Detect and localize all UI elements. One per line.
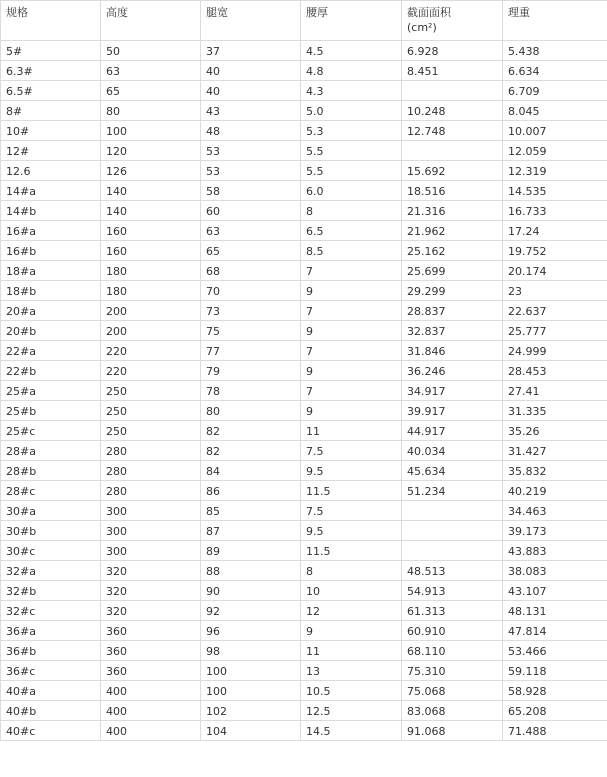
cell-leg-width: 79 — [201, 361, 301, 381]
table-row — [1, 181, 607, 201]
cell-height: 200 — [101, 301, 201, 321]
cell-leg-width: 84 — [201, 461, 301, 481]
cell-area: 75.068 — [402, 681, 503, 701]
cell-height: 80 — [101, 101, 201, 121]
cell-area: 15.692 — [402, 161, 503, 181]
header-height: 高度 — [101, 1, 201, 41]
cell-spec: 10# — [1, 121, 101, 141]
cell-leg-width: 100 — [201, 681, 301, 701]
cell-area: 12.748 — [402, 121, 503, 141]
cell-weight: 35.832 — [503, 461, 607, 481]
cell-waist-thickness: 4.8 — [301, 61, 402, 81]
cell-weight: 10.007 — [503, 121, 607, 141]
cell-weight: 59.118 — [503, 661, 607, 681]
cell-leg-width: 92 — [201, 601, 301, 621]
cell-leg-width: 77 — [201, 341, 301, 361]
cell-weight: 48.131 — [503, 601, 607, 621]
cell-height: 280 — [101, 481, 201, 501]
cell-weight: 38.083 — [503, 561, 607, 581]
cell-area: 29.299 — [402, 281, 503, 301]
cell-height: 65 — [101, 81, 201, 101]
cell-leg-width: 70 — [201, 281, 301, 301]
table-row — [1, 581, 607, 601]
cell-leg-width: 48 — [201, 121, 301, 141]
header-area-label: 截面面积 — [407, 6, 451, 19]
table-row — [1, 421, 607, 441]
cell-waist-thickness: 12 — [301, 601, 402, 621]
cell-weight: 28.453 — [503, 361, 607, 381]
cell-height: 250 — [101, 401, 201, 421]
cell-waist-thickness: 11.5 — [301, 541, 402, 561]
table-row — [1, 501, 607, 521]
cell-leg-width: 40 — [201, 61, 301, 81]
cell-area: 21.316 — [402, 201, 503, 221]
cell-area — [402, 541, 503, 561]
cell-height: 320 — [101, 561, 201, 581]
cell-area: 61.313 — [402, 601, 503, 621]
cell-leg-width: 60 — [201, 201, 301, 221]
cell-leg-width: 98 — [201, 641, 301, 661]
cell-spec: 18#a — [1, 261, 101, 281]
cell-spec: 30#c — [1, 541, 101, 561]
cell-spec: 36#a — [1, 621, 101, 641]
cell-area: 21.962 — [402, 221, 503, 241]
cell-height: 50 — [101, 41, 201, 61]
cell-height: 280 — [101, 441, 201, 461]
cell-weight: 23 — [503, 281, 607, 301]
cell-weight: 25.777 — [503, 321, 607, 341]
cell-spec: 6.5# — [1, 81, 101, 101]
cell-area: 32.837 — [402, 321, 503, 341]
table-row — [1, 81, 607, 101]
cell-weight: 65.208 — [503, 701, 607, 721]
cell-height: 360 — [101, 621, 201, 641]
cell-waist-thickness: 5.3 — [301, 121, 402, 141]
cell-waist-thickness: 9 — [301, 401, 402, 421]
cell-waist-thickness: 8 — [301, 561, 402, 581]
cell-leg-width: 85 — [201, 501, 301, 521]
cell-area: 8.451 — [402, 61, 503, 81]
cell-height: 220 — [101, 361, 201, 381]
cell-weight: 5.438 — [503, 41, 607, 61]
cell-spec: 6.3# — [1, 61, 101, 81]
cell-leg-width: 80 — [201, 401, 301, 421]
cell-spec: 8# — [1, 101, 101, 121]
table-row — [1, 61, 607, 81]
cell-waist-thickness: 13 — [301, 661, 402, 681]
cell-leg-width: 40 — [201, 81, 301, 101]
cell-spec: 12# — [1, 141, 101, 161]
table-row — [1, 261, 607, 281]
cell-waist-thickness: 7.5 — [301, 441, 402, 461]
cell-spec: 5# — [1, 41, 101, 61]
table-row — [1, 461, 607, 481]
cell-waist-thickness: 8 — [301, 201, 402, 221]
cell-spec: 25#b — [1, 401, 101, 421]
cell-spec: 18#b — [1, 281, 101, 301]
cell-area: 60.910 — [402, 621, 503, 641]
cell-weight: 20.174 — [503, 261, 607, 281]
cell-spec: 28#b — [1, 461, 101, 481]
table-row — [1, 101, 607, 121]
cell-leg-width: 63 — [201, 221, 301, 241]
cell-weight: 43.107 — [503, 581, 607, 601]
cell-waist-thickness: 5.0 — [301, 101, 402, 121]
cell-weight: 31.335 — [503, 401, 607, 421]
cell-waist-thickness: 7 — [301, 301, 402, 321]
cell-height: 400 — [101, 681, 201, 701]
cell-height: 300 — [101, 521, 201, 541]
cell-leg-width: 82 — [201, 441, 301, 461]
table-row — [1, 281, 607, 301]
cell-spec: 32#b — [1, 581, 101, 601]
cell-spec: 16#b — [1, 241, 101, 261]
cell-area: 68.110 — [402, 641, 503, 661]
cell-leg-width: 96 — [201, 621, 301, 641]
header-leg-width: 腿宽 — [201, 1, 301, 41]
cell-leg-width: 58 — [201, 181, 301, 201]
header-area-unit: (cm²) — [407, 21, 437, 34]
cell-area: 6.928 — [402, 41, 503, 61]
cell-waist-thickness: 4.5 — [301, 41, 402, 61]
header-waist-thickness: 腰厚 — [301, 1, 402, 41]
cell-height: 180 — [101, 281, 201, 301]
cell-spec: 22#b — [1, 361, 101, 381]
cell-waist-thickness: 9 — [301, 621, 402, 641]
cell-spec: 12.6 — [1, 161, 101, 181]
cell-height: 400 — [101, 701, 201, 721]
cell-waist-thickness: 7 — [301, 341, 402, 361]
cell-leg-width: 89 — [201, 541, 301, 561]
table-row — [1, 241, 607, 261]
cell-weight: 34.463 — [503, 501, 607, 521]
cell-weight: 12.059 — [503, 141, 607, 161]
cell-waist-thickness: 6.5 — [301, 221, 402, 241]
cell-height: 320 — [101, 581, 201, 601]
cell-height: 400 — [101, 721, 201, 741]
cell-height: 220 — [101, 341, 201, 361]
table-row — [1, 661, 607, 681]
cell-area — [402, 81, 503, 101]
cell-weight: 19.752 — [503, 241, 607, 261]
cell-spec: 16#a — [1, 221, 101, 241]
cell-weight: 58.928 — [503, 681, 607, 701]
table-row — [1, 201, 607, 221]
cell-weight: 31.427 — [503, 441, 607, 461]
cell-weight: 39.173 — [503, 521, 607, 541]
table-row — [1, 541, 607, 561]
cell-weight: 16.733 — [503, 201, 607, 221]
cell-area: 36.246 — [402, 361, 503, 381]
cell-spec: 22#a — [1, 341, 101, 361]
cell-weight: 40.219 — [503, 481, 607, 501]
cell-waist-thickness: 5.5 — [301, 161, 402, 181]
cell-waist-thickness: 11 — [301, 641, 402, 661]
cell-spec: 30#a — [1, 501, 101, 521]
cell-leg-width: 73 — [201, 301, 301, 321]
header-theoretical-weight: 理重 — [503, 1, 607, 41]
cell-weight: 12.319 — [503, 161, 607, 181]
cell-waist-thickness: 14.5 — [301, 721, 402, 741]
cell-leg-width: 88 — [201, 561, 301, 581]
cell-spec: 20#a — [1, 301, 101, 321]
cell-weight: 6.634 — [503, 61, 607, 81]
cell-height: 360 — [101, 661, 201, 681]
cell-area: 34.917 — [402, 381, 503, 401]
cell-height: 160 — [101, 221, 201, 241]
cell-weight: 8.045 — [503, 101, 607, 121]
cell-spec: 32#a — [1, 561, 101, 581]
cell-spec: 40#b — [1, 701, 101, 721]
cell-leg-width: 75 — [201, 321, 301, 341]
cell-leg-width: 43 — [201, 101, 301, 121]
cell-spec: 28#c — [1, 481, 101, 501]
cell-spec: 30#b — [1, 521, 101, 541]
cell-weight: 24.999 — [503, 341, 607, 361]
cell-area: 39.917 — [402, 401, 503, 421]
cell-area: 25.162 — [402, 241, 503, 261]
table-row — [1, 601, 607, 621]
cell-waist-thickness: 10 — [301, 581, 402, 601]
cell-leg-width: 68 — [201, 261, 301, 281]
cell-waist-thickness: 8.5 — [301, 241, 402, 261]
cell-height: 63 — [101, 61, 201, 81]
table-row — [1, 141, 607, 161]
cell-height: 250 — [101, 381, 201, 401]
cell-weight: 17.24 — [503, 221, 607, 241]
cell-weight: 6.709 — [503, 81, 607, 101]
cell-height: 100 — [101, 121, 201, 141]
cell-height: 120 — [101, 141, 201, 161]
cell-leg-width: 37 — [201, 41, 301, 61]
table-row — [1, 361, 607, 381]
cell-height: 140 — [101, 181, 201, 201]
table-row — [1, 161, 607, 181]
cell-height: 126 — [101, 161, 201, 181]
cell-waist-thickness: 6.0 — [301, 181, 402, 201]
cell-height: 300 — [101, 541, 201, 561]
cell-leg-width: 87 — [201, 521, 301, 541]
table-row — [1, 321, 607, 341]
cell-weight: 71.488 — [503, 721, 607, 741]
table-body — [1, 41, 607, 741]
cell-leg-width: 86 — [201, 481, 301, 501]
table-row — [1, 401, 607, 421]
cell-waist-thickness: 10.5 — [301, 681, 402, 701]
cell-area — [402, 501, 503, 521]
cell-area: 51.234 — [402, 481, 503, 501]
cell-height: 140 — [101, 201, 201, 221]
cell-area: 18.516 — [402, 181, 503, 201]
cell-spec: 40#a — [1, 681, 101, 701]
cell-spec: 36#b — [1, 641, 101, 661]
cell-spec: 25#a — [1, 381, 101, 401]
cell-leg-width: 65 — [201, 241, 301, 261]
cell-area — [402, 521, 503, 541]
cell-weight: 43.883 — [503, 541, 607, 561]
cell-area: 91.068 — [402, 721, 503, 741]
cell-area: 54.913 — [402, 581, 503, 601]
table-header-row — [1, 1, 607, 41]
cell-weight: 22.637 — [503, 301, 607, 321]
table-row — [1, 481, 607, 501]
cell-area: 31.846 — [402, 341, 503, 361]
cell-height: 200 — [101, 321, 201, 341]
cell-weight: 27.41 — [503, 381, 607, 401]
cell-waist-thickness: 12.5 — [301, 701, 402, 721]
cell-waist-thickness: 7.5 — [301, 501, 402, 521]
table-row — [1, 561, 607, 581]
cell-leg-width: 78 — [201, 381, 301, 401]
cell-area: 44.917 — [402, 421, 503, 441]
cell-area — [402, 141, 503, 161]
table-row — [1, 641, 607, 661]
cell-waist-thickness: 9 — [301, 281, 402, 301]
table-row — [1, 681, 607, 701]
cell-spec: 20#b — [1, 321, 101, 341]
cell-spec: 28#a — [1, 441, 101, 461]
table-row — [1, 521, 607, 541]
cell-waist-thickness: 4.3 — [301, 81, 402, 101]
table-row — [1, 701, 607, 721]
cell-waist-thickness: 11.5 — [301, 481, 402, 501]
cell-area: 75.310 — [402, 661, 503, 681]
table-row — [1, 301, 607, 321]
cell-area: 45.634 — [402, 461, 503, 481]
table-row — [1, 721, 607, 741]
cell-leg-width: 104 — [201, 721, 301, 741]
cell-waist-thickness: 11 — [301, 421, 402, 441]
cell-leg-width: 53 — [201, 141, 301, 161]
cell-waist-thickness: 7 — [301, 261, 402, 281]
table-row — [1, 441, 607, 461]
cell-waist-thickness: 9 — [301, 361, 402, 381]
cell-area: 10.248 — [402, 101, 503, 121]
cell-waist-thickness: 9.5 — [301, 521, 402, 541]
cell-weight: 47.814 — [503, 621, 607, 641]
header-spec: 规格 — [1, 1, 101, 41]
cell-leg-width: 90 — [201, 581, 301, 601]
cell-spec: 36#c — [1, 661, 101, 681]
table-row — [1, 621, 607, 641]
cell-spec: 14#b — [1, 201, 101, 221]
cell-area: 28.837 — [402, 301, 503, 321]
cell-height: 320 — [101, 601, 201, 621]
cell-leg-width: 82 — [201, 421, 301, 441]
cell-spec: 25#c — [1, 421, 101, 441]
table-row — [1, 381, 607, 401]
table-row — [1, 41, 607, 61]
cell-height: 300 — [101, 501, 201, 521]
cell-spec: 40#c — [1, 721, 101, 741]
cell-waist-thickness: 9.5 — [301, 461, 402, 481]
cell-height: 160 — [101, 241, 201, 261]
table-row — [1, 121, 607, 141]
cell-leg-width: 100 — [201, 661, 301, 681]
cell-area: 83.068 — [402, 701, 503, 721]
cell-area: 25.699 — [402, 261, 503, 281]
cell-waist-thickness: 5.5 — [301, 141, 402, 161]
cell-spec: 32#c — [1, 601, 101, 621]
cell-weight: 53.466 — [503, 641, 607, 661]
cell-height: 280 — [101, 461, 201, 481]
header-cross-section-area — [402, 1, 503, 41]
cell-leg-width: 102 — [201, 701, 301, 721]
cell-area: 48.513 — [402, 561, 503, 581]
cell-area: 40.034 — [402, 441, 503, 461]
cell-weight: 14.535 — [503, 181, 607, 201]
cell-spec: 14#a — [1, 181, 101, 201]
table-row — [1, 221, 607, 241]
cell-waist-thickness: 9 — [301, 321, 402, 341]
cell-height: 360 — [101, 641, 201, 661]
cell-height: 250 — [101, 421, 201, 441]
cell-leg-width: 53 — [201, 161, 301, 181]
cell-waist-thickness: 7 — [301, 381, 402, 401]
table-row — [1, 341, 607, 361]
cell-weight: 35.26 — [503, 421, 607, 441]
cell-height: 180 — [101, 261, 201, 281]
